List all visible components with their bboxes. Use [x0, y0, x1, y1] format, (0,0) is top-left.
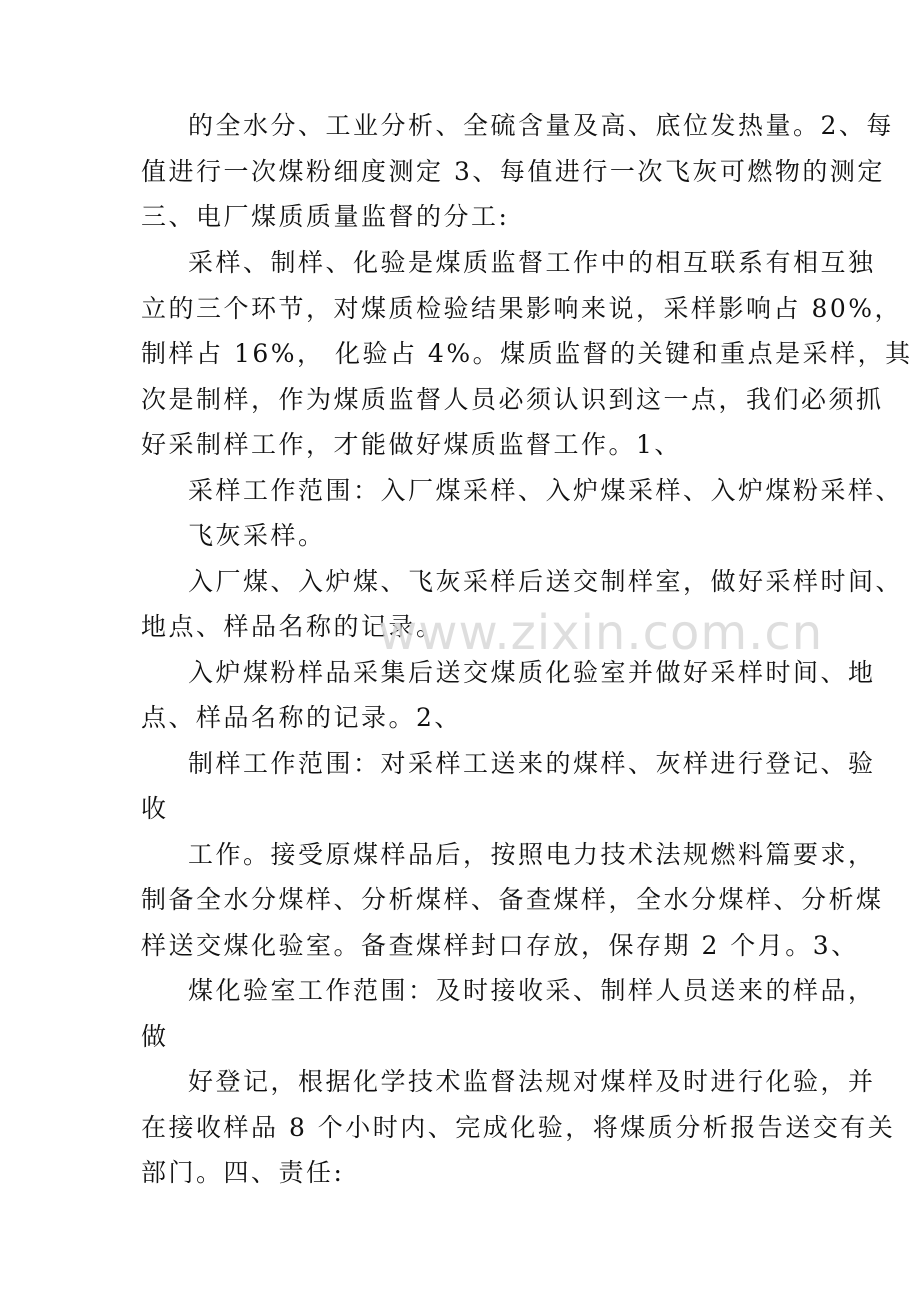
- text-line: 做: [141, 1022, 169, 1051]
- text-line: 制备全水分煤样、分析煤样、备查煤样，全水分煤样、分析煤: [141, 885, 884, 914]
- text-line: 样送交煤化验室。备查煤样封口存放，保存期 2 个月。3、: [141, 931, 859, 960]
- text-line: 制样占 16%， 化验占 4%。煤质监督的关键和重点是采样，其: [141, 339, 913, 368]
- text-line: 好登记，根据化学技术监督法规对煤样及时进行化验，并: [188, 1067, 876, 1096]
- text-line: 部门。四、责任:: [141, 1158, 345, 1187]
- text-line: 采样工作范围：入厂煤采样、入炉煤采样、入炉煤粉采样、: [188, 476, 904, 505]
- text-line: 入炉煤粉样品采集后送交煤质化验室并做好采样时间、地: [188, 658, 876, 687]
- text-line: 立的三个环节，对煤质检验结果影响来说，采样影响占 80%，: [141, 294, 903, 323]
- text-line: 好采制样工作，才能做好煤质监督工作。1、: [141, 430, 682, 459]
- text-line: 制样工作范围：对采样工送来的煤样、灰样进行登记、验: [188, 749, 876, 778]
- text-line: 三、电厂煤质质量监督的分工:: [141, 202, 510, 231]
- text-line: 煤化验室工作范围：及时接收采、制样人员送来的样品，: [188, 976, 876, 1005]
- text-line: 采样、制样、化验是煤质监督工作中的相互联系有相互独: [188, 248, 876, 277]
- text-line: 点、样品名称的记录。2、: [141, 703, 462, 732]
- text-line: 的全水分、工业分析、全硫含量及高、底位发热量。2、每: [188, 111, 894, 140]
- text-line: 工作。接受原煤样品后，按照电力技术法规燃料篇要求，: [188, 840, 876, 869]
- text-line: 次是制样，作为煤质监督人员必须认识到这一点，我们必须抓: [141, 385, 884, 414]
- text-line: 在接收样品 8 个小时内、完成化验，将煤质分析报告送交有关: [141, 1113, 896, 1142]
- text-line: 地点、样品名称的记录。: [141, 612, 444, 641]
- watermark: www.zixin.com.cn: [378, 605, 824, 661]
- text-line: 收: [141, 794, 169, 823]
- text-line: 入厂煤、入炉煤、飞灰采样后送交制样室，做好采样时间、: [188, 567, 904, 596]
- text-line: 飞灰采样。: [188, 521, 326, 550]
- text-line: 值进行一次煤粉细度测定 3、每值进行一次飞灰可燃物的测定: [141, 157, 885, 186]
